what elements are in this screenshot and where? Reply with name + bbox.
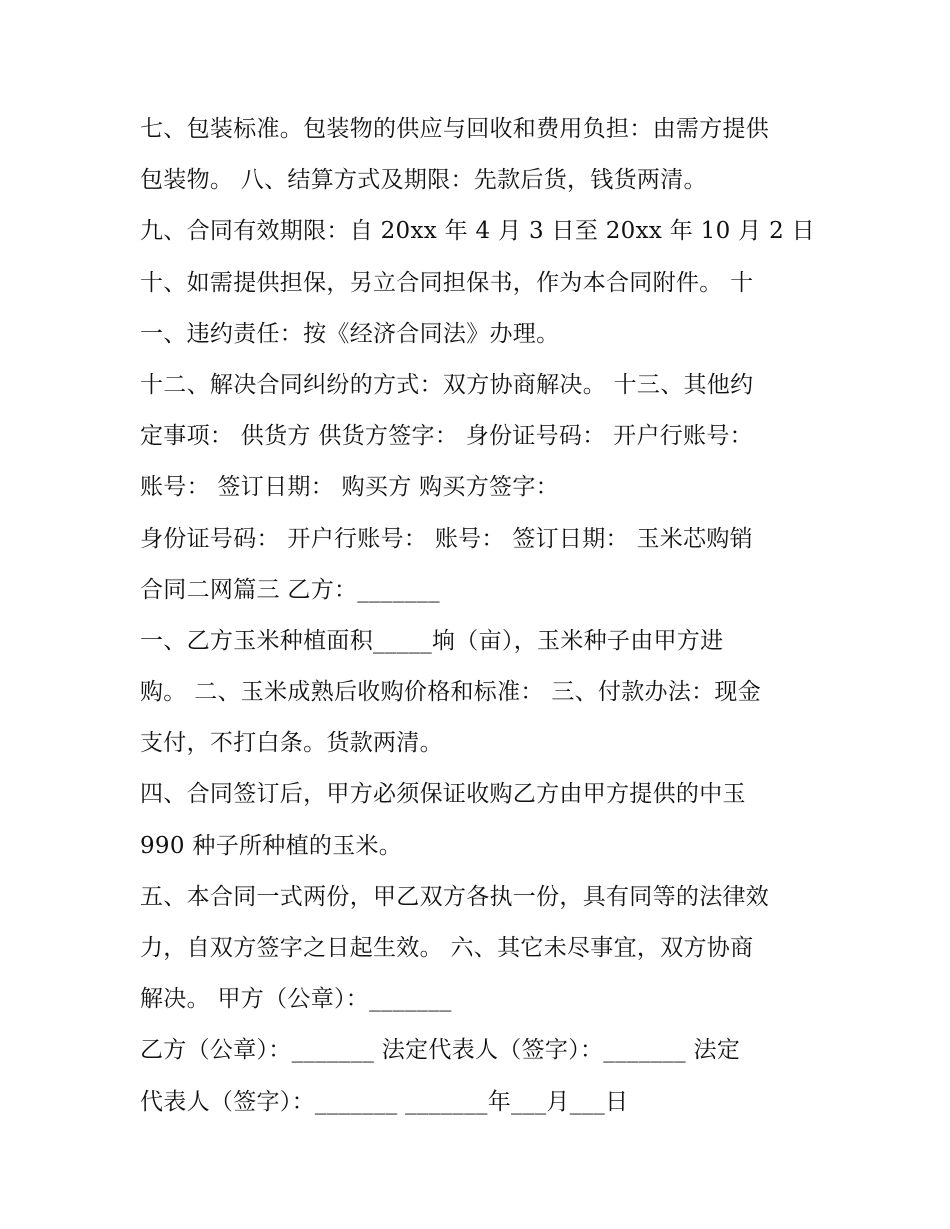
text-line: 包装物。 八、结算方式及期限：先款后货，钱货两清。 — [140, 167, 707, 194]
text-line: 五、本合同一式两份，甲乙双方各执一份，具有同等的法律效 — [140, 883, 770, 910]
text-line: 七、包装标准。包装物的供应与回收和费用负担：由需方提供 — [140, 116, 770, 142]
text-line: 合同二网篇三 乙方：_______ — [140, 576, 440, 603]
text-line: 定事项： 供货方 供货方签字： 身份证号码： 开户行账号： — [140, 423, 753, 450]
text-line: 十二、解决合同纠纷的方式：双方协商解决。 十三、其他约 — [140, 371, 754, 398]
text-line: 身份证号码： 开户行账号： 账号： 签订日期： 玉米芯购销 — [140, 525, 753, 552]
text-line: 代表人（签字）：_______ _______年___月___日 — [140, 1088, 629, 1115]
text-line: 一、违约责任：按《经济合同法》办理。 — [140, 320, 560, 347]
text-line: 购。 二、玉米成熟后收购价格和标准： 三、付款办法：现金 — [140, 679, 762, 706]
text-line: 四、合同签订后，甲方必须保证收购乙方由甲方提供的中玉 — [140, 781, 746, 808]
text-line: 解决。 甲方（公章）：_______ — [140, 986, 452, 1013]
text-line: 十、如需提供担保，另立合同担保书，作为本合同附件。 十 — [140, 269, 754, 296]
text-line: 乙方（公章）：_______ 法定代表人（签字）：_______ 法定 — [140, 1037, 741, 1064]
text-line: 账号： 签订日期： 购买方 购买方签字： — [140, 474, 559, 501]
text-line: 990 种子所种植的玉米。 — [140, 832, 403, 859]
text-line: 一、乙方玉米种植面积_____垧（亩），玉米种子由甲方进 — [140, 627, 724, 654]
text-line: 支付，不打白条。货款两清。 — [140, 730, 443, 757]
document-body — [140, 104, 820, 1128]
text-line: 力，自双方签字之日起生效。 六、其它未尽事宜，双方协商 — [140, 935, 754, 961]
text-line: 九、合同有效期限：自 20xx 年 4 月 3 日至 20xx 年 10 月 2 日 — [140, 218, 815, 245]
